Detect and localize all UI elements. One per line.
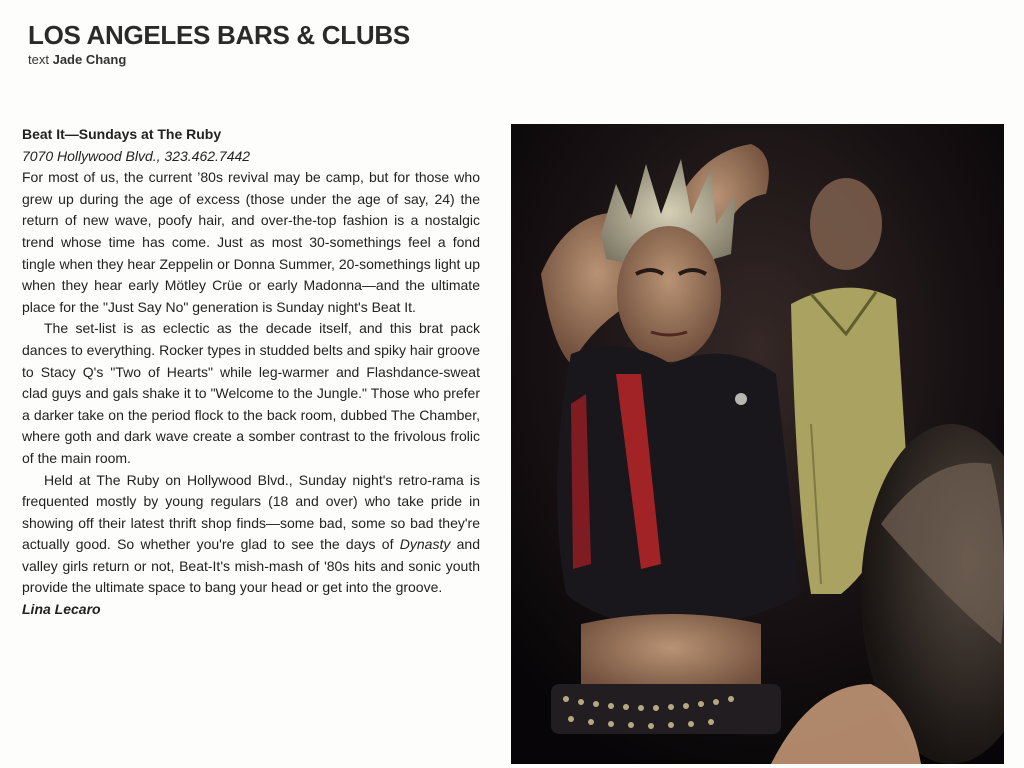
- paragraph-3-italic-title: Dynasty: [399, 536, 451, 553]
- section-byline: [28, 52, 126, 67]
- club-photo: [511, 124, 1004, 764]
- club-photo-illustration: [511, 124, 1004, 764]
- article-column: [22, 124, 480, 621]
- byline-prefix: text: [28, 52, 49, 67]
- article-author: Lina Lecaro: [22, 601, 101, 618]
- article-paragraph-1: For most of us, the current ’80s revival may be camp, but for those who grew up during the age of excess (those under the age of say, 24) the return of new wave, poofy hair, and over-the-top fashion is a nostalgic trend whose time has come. Just as most 30-somethings feel a fond tingle when they hear Zeppelin or Donna Summer, 20-somethings light up when they hear early Mötley Crüe or early Madonna—and the ultimate place for the "Just Say No" generation is Sunday night's Beat It.: [22, 169, 480, 315]
- paragraph-3-start: Held at The Ruby on Hollywood Blvd., Sunday night's retro-rama is frequented mostly by young regulars (18 and over) who take pride in showing off their latest thrift shop finds—some bad, some so bad they're actually good. So whether you're glad to see the days of: [22, 471, 480, 553]
- article-address: 7070 Hollywood Blvd., 323.462.7442: [22, 147, 251, 164]
- byline-name: Jade Chang: [52, 52, 127, 67]
- section-title: LOS ANGELES BARS & CLUBS: [28, 20, 410, 50]
- paragraph-3-end: and valley girls return or not, Beat-It's mish-mash of '80s hits and sonic youth provide the ultimate space to bang your head or get into the groove.: [22, 536, 480, 596]
- article-title: Beat It—Sundays at The Ruby: [22, 126, 222, 142]
- article-paragraph-3: [22, 470, 480, 600]
- article-paragraph-2: The set-list is as eclectic as the decade itself, and this brat pack dances to everything. Rocker types in studded belts and spiky hair groove to Stacy Q's "Two of Hearts" while leg-warmer and Flashdance-sweat clad guys and gals shake it to "Welcome to the Jungle." Those who prefer a darker take on the period flock to the back room, dubbed The Chamber, where goth and dark wave create a somber contrast to the frivolous frolic of the main room.: [22, 320, 480, 466]
